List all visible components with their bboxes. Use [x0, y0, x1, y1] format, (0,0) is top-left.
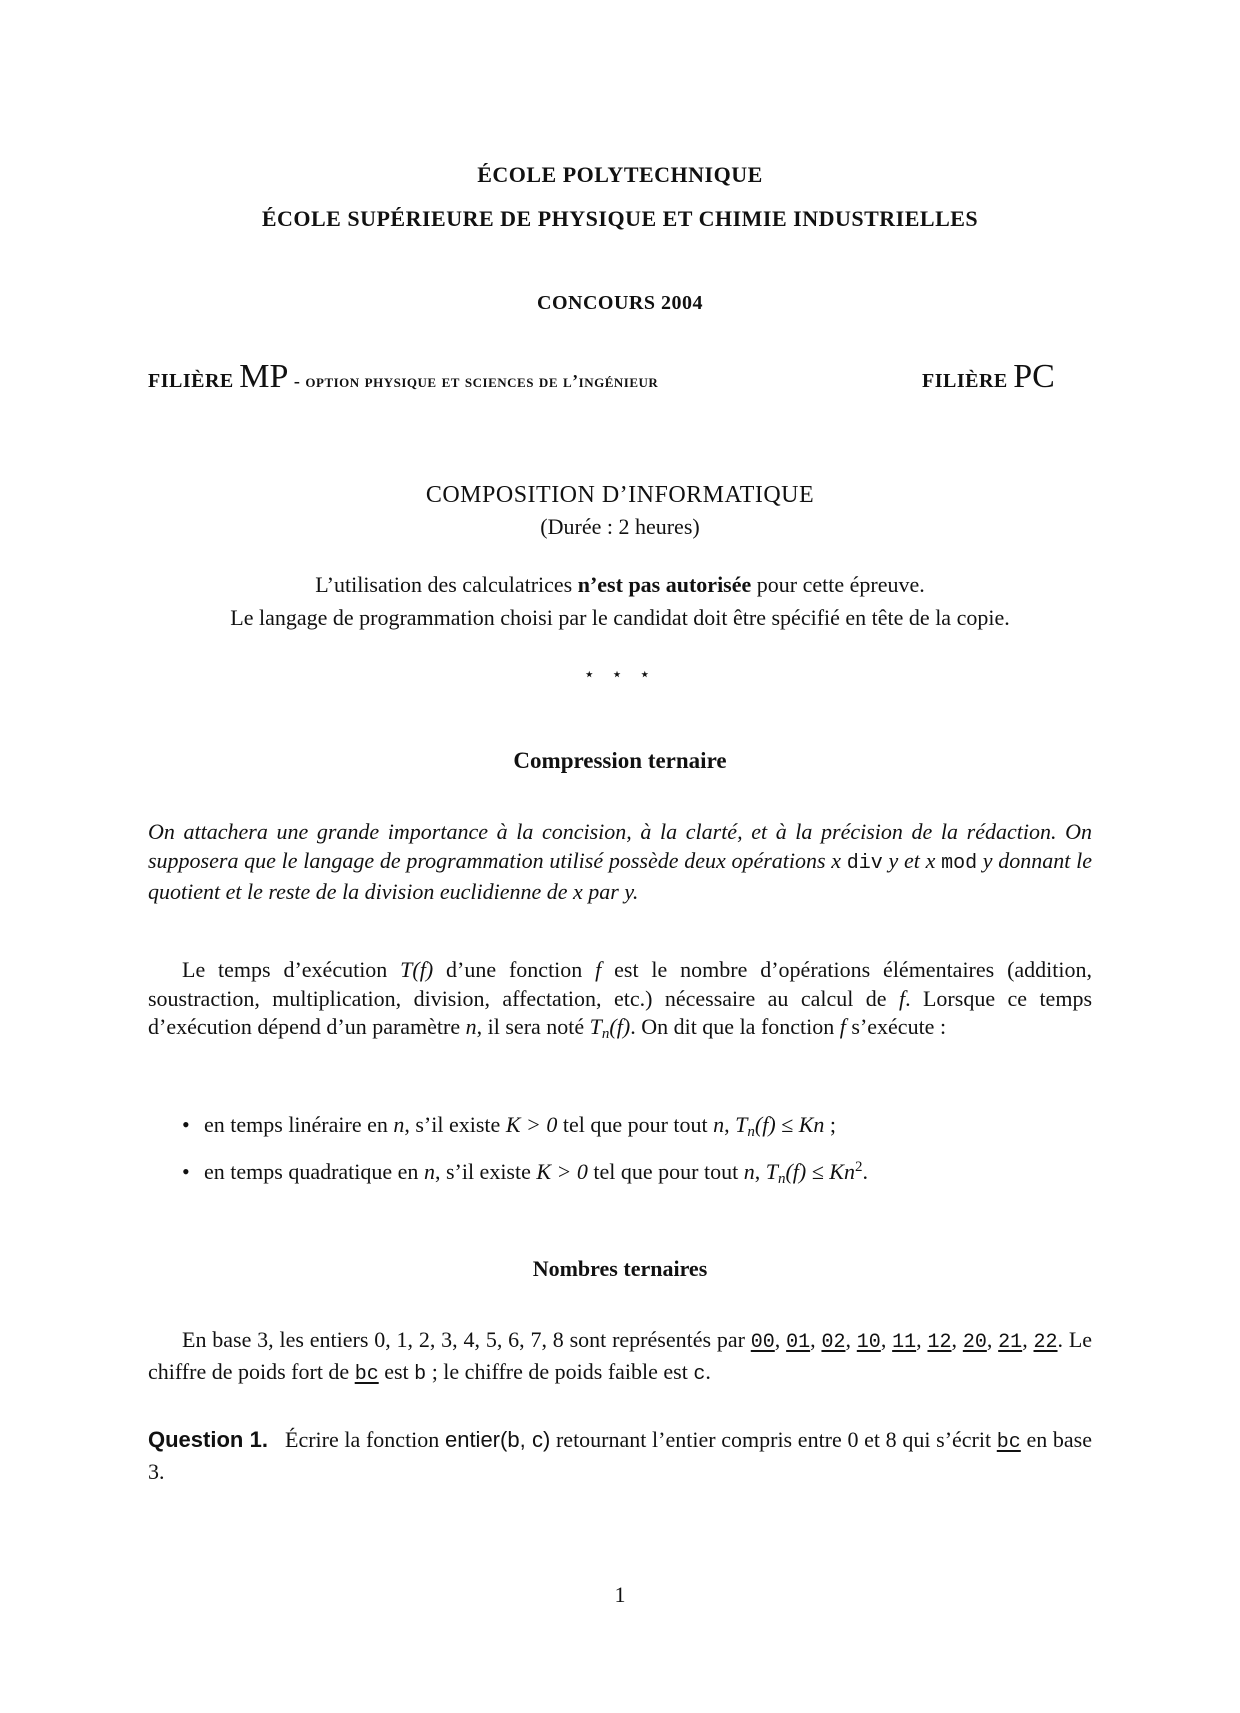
b1-c: tel que pour tout — [557, 1112, 714, 1137]
b2-end: . — [862, 1159, 868, 1184]
math-y: y — [888, 847, 899, 873]
page-number: 1 — [614, 1582, 626, 1607]
filiere-option: - option physique et sciences de l’ingénieur — [293, 371, 659, 391]
math-y2: y — [982, 847, 993, 873]
b2-b: , s’il existe — [434, 1159, 537, 1184]
math-f2: f — [898, 985, 906, 1011]
instructions-italic — [148, 818, 1092, 907]
composition-title: COMPOSITION D’INFORMATIQUE — [425, 482, 815, 508]
b2-c: tel que pour tout — [587, 1159, 744, 1184]
b1-T: T — [735, 1112, 748, 1137]
question-label: Question 1. — [148, 1427, 268, 1452]
code-10: 10 — [856, 1331, 881, 1354]
base3-paragraph: En base 3, les entiers 0, 1, 2, 3, 4, 5, 6, 7, 8 sont représentés par 00, 01, 02, 10, 11, 12, 20, 21, 22. Le chiffre de poids fort de bc est b ; le chiffre de poids faible est c. — [148, 1327, 1093, 1386]
school-title-1: ÉCOLE POLYTECHNIQUE — [477, 162, 763, 187]
b2-sup: 2 — [854, 1159, 863, 1175]
b2-T: T — [765, 1159, 778, 1184]
p1-d: . Lorsque ce temps d’exécution dépend d’un paramètre — [148, 985, 1092, 1039]
b2-n2: n — [743, 1159, 755, 1184]
italic-text-2: donnant le quotient et le reste de la division euclidienne de x par y. — [148, 847, 1092, 904]
p2-c: est — [378, 1358, 415, 1384]
b1-k: K > 0 — [505, 1112, 558, 1137]
b1-b: , s’il existe — [404, 1112, 506, 1137]
composition-duration: (Durée : 2 heures) — [540, 514, 700, 539]
stars-divider: ⋆ ⋆ ⋆ — [583, 664, 657, 684]
section-title-ternaires: Nombres ternaires — [532, 1256, 708, 1281]
p2-b: . Le chiffre de poids fort de — [148, 1327, 1093, 1384]
note1-text-a: L’utilisation des calculatrices — [315, 572, 578, 597]
code-20: 20 — [962, 1331, 987, 1354]
p1-a: Le temps d’exécution — [182, 957, 401, 982]
school-title-2: ÉCOLE SUPÉRIEURE DE PHYSIQUE ET CHIMIE INDUSTRIELLES — [261, 206, 979, 231]
p1-b: d’une fonction — [433, 957, 596, 982]
note1-text-b: pour cette épreuve. — [751, 572, 925, 597]
code-21: 21 — [998, 1331, 1023, 1354]
q1-b: retournant l’entier compris entre 0 et 8 qui s’écrit — [550, 1427, 997, 1452]
math-of-f: (f) — [609, 1014, 631, 1039]
math-f3: f — [839, 1014, 846, 1039]
b1-a: en temps linéraire en — [204, 1112, 394, 1137]
p2-d: ; le chiffre de poids faible est — [426, 1358, 694, 1384]
b2-ineq: (f) ≤ Kn — [785, 1159, 855, 1184]
b1-ineq: (f) ≤ Kn — [754, 1112, 825, 1137]
code-b: b — [414, 1362, 427, 1386]
p1-c: est le nombre d’opérations élémentaires (addition, soustraction, multiplication, division, affectation, etc.) nécessaire au calcul de — [148, 957, 1092, 1011]
note1-bold: n’est pas autorisée — [577, 572, 752, 597]
b1-n2: n — [713, 1112, 725, 1137]
q1-fn: entier(b, c) — [444, 1427, 551, 1452]
code-00: 00 — [750, 1331, 775, 1354]
filiere-mp-line — [148, 358, 658, 396]
b1-n: n — [393, 1112, 405, 1137]
calculator-note — [0, 572, 1240, 598]
language-note: Le langage de programmation choisi par le candidat doit être spécifié en tête de la copie. — [230, 605, 1010, 630]
code-12: 12 — [927, 1331, 952, 1354]
b1-end: ; — [824, 1112, 837, 1137]
filiere-mp: MP — [239, 358, 289, 395]
math-tf: T(f) — [400, 957, 434, 982]
concours-title: CONCOURS 2004 — [537, 292, 703, 314]
b2-sub: n — [777, 1171, 786, 1187]
bullet-icon: • — [182, 1112, 190, 1137]
q1-a: Écrire la fonction — [285, 1427, 445, 1452]
b1-d: , — [724, 1112, 736, 1137]
b2-d: , — [754, 1159, 766, 1184]
list-item-quadratic — [148, 1159, 1092, 1185]
b2-n: n — [423, 1159, 435, 1184]
list-item-linear — [148, 1112, 1092, 1138]
filiere-pc-line — [922, 358, 1055, 396]
execution-time-paragraph — [148, 956, 1092, 1042]
question-1 — [148, 1426, 1092, 1486]
math-x2: x — [925, 847, 936, 873]
section-title-compression: Compression ternaire — [513, 748, 727, 773]
op-div: div — [846, 851, 883, 875]
b2-k: K > 0 — [536, 1159, 588, 1184]
code-02: 02 — [821, 1331, 846, 1354]
bullet-icon: • — [182, 1159, 190, 1184]
p1-g: . On dit que la fonction — [630, 1014, 840, 1039]
filiere-word-mp: FILIÈRE — [148, 370, 234, 392]
b2-a: en temps quadratique en — [204, 1159, 424, 1184]
code-22: 22 — [1033, 1331, 1058, 1354]
p1-e: , il sera noté — [476, 1014, 590, 1039]
p2-a: En base 3, les entiers 0, 1, 2, 3, 4, 5, 6, 7, 8 sont représentés par — [182, 1327, 751, 1352]
p1-h: s’exécute : — [845, 1014, 947, 1039]
code-c: c — [693, 1362, 706, 1386]
italic-et: et — [898, 847, 926, 873]
math-T: T — [589, 1014, 602, 1039]
filiere-word-pc: FILIÈRE — [922, 370, 1008, 392]
b1-sub: n — [747, 1124, 755, 1140]
math-f1: f — [595, 957, 602, 982]
math-n1: n — [465, 1014, 477, 1039]
math-n-sub: n — [601, 1026, 610, 1042]
p2-e: . — [705, 1358, 711, 1384]
code-01: 01 — [786, 1331, 811, 1354]
code-bc: bc — [354, 1362, 379, 1386]
filiere-pc: PC — [1013, 358, 1055, 395]
q1-c: en base 3. — [148, 1427, 1093, 1484]
italic-text-1: On attachera une grande importance à la concision, à la clarté, et à la précision de la rédaction. On supposera que le langage de programmation utilisé possède deux opérations — [148, 819, 1092, 873]
code-11: 11 — [892, 1331, 917, 1354]
math-x: x — [831, 847, 842, 873]
op-mod: mod — [941, 851, 978, 875]
complexity-list — [148, 1112, 1092, 1206]
q1-bc: bc — [996, 1431, 1021, 1454]
